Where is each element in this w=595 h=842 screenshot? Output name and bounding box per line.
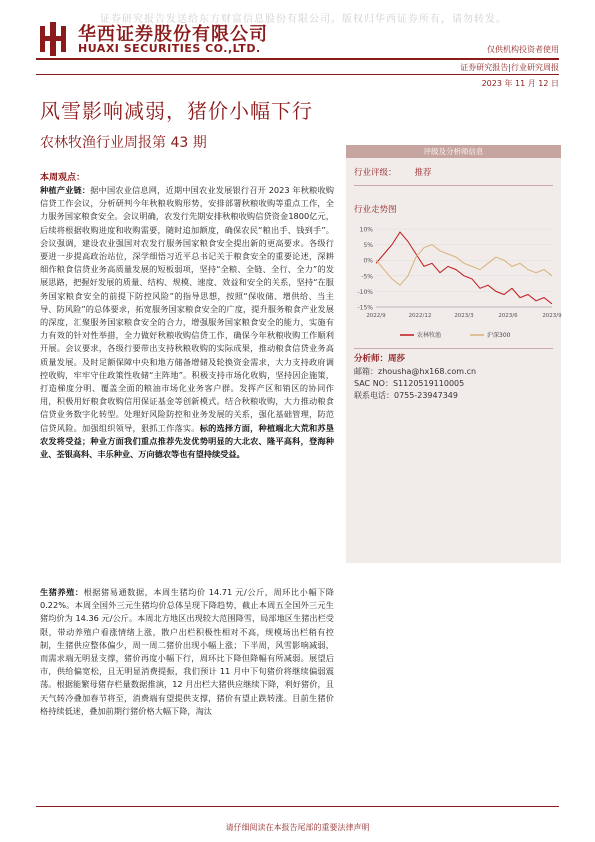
company-name-en: HUAXI SECURITIES CO.,LTD.: [78, 42, 261, 55]
paragraph-planting: [40, 184, 334, 461]
company-name-cn: 华西证券股份有限公司: [78, 24, 268, 45]
y-tick-label: -10%: [357, 288, 373, 296]
y-tick-label: -15%: [357, 304, 373, 312]
planting-picks: 标的选择方面，种植端北大荒和苏垦农发将受益；种业方面我们重点推荐先发优势明显的大北农、隆平高科，登海种业、荃银高科、丰乐种业、万向德农等也有望持续受益。: [40, 422, 334, 460]
analyst-email[interactable]: 邮箱：zhousha@hx168.com.cn: [354, 367, 477, 376]
analyst-phone: 联系电话：0755-23947349: [354, 391, 458, 400]
legal-notice: 请仔细阅读在本报告尾部的重要法律声明: [225, 823, 370, 832]
hog-label: 生猪养殖：: [40, 587, 84, 597]
hog-text: 根据猪易通数据，本周生猪均价 14.71 元/公斤，周环比小幅下降 0.22%。本周全国外三元生猪均价总体呈现下降趋势，截止本周五全国外三元生猪均价为 14.36 元/公斤。本周北方地区出现较大范围降雪，局部地区生猪出栏受限，带动养殖户看涨情绪上涨，散户出栏积极性相对不高，规模场出栏稍有控制，生猪供应整体偏少，周一周二猪价出现小幅上涨；下半周，风雪影响减弱，而需求端无明显支撑，猪价再度小幅下行，周环比下降但降幅有所减弱。展望后市，供给偏宽松，且无明显消费提振，我们预计 11 月中下旬猪价将继续偏弱震荡。根据能繁母猪存栏量数据推演，12 月出栏大猪供应继续下降，利好猪价，且天气转冷叠加春节将至，消费端有望提供支撑，猪价有望止跌转涨。目前生猪价格持续低迷，叠加前期行猪价格大幅下降，淘汰: [40, 587, 334, 716]
analyst-name: 分析师：周莎: [354, 354, 406, 364]
chart-title: 行业走势图: [354, 205, 397, 215]
audience-note: 仅供机构投资者使用: [487, 45, 559, 54]
company-logo-icon: [38, 22, 68, 56]
y-tick-label: 10%: [359, 226, 373, 234]
x-tick-label: 2022/12: [408, 313, 432, 319]
x-tick-label: 2023/3: [454, 313, 474, 319]
sidebar-divider-2: [354, 348, 553, 349]
watermark: 证券研究报告发送给东方财富信息股份有限公司。版权归华西证券所有，请勿转发。: [100, 14, 507, 25]
footer-rule: [36, 806, 559, 807]
header-rule-1: [36, 58, 559, 60]
series-line-2: [376, 245, 552, 286]
y-tick-label: -5%: [361, 273, 373, 281]
planting-label: 种植产业链：: [40, 185, 91, 195]
report-date: 2023 年 11 月 12 日: [481, 79, 559, 88]
report-type: 证券研究报告|行业研究周报: [460, 63, 559, 72]
rating-value: 推荐: [414, 168, 432, 178]
legend-label: 农林牧渔: [417, 332, 442, 339]
industry-rating: [354, 166, 432, 178]
rating-label: 行业评级：: [354, 168, 397, 178]
paragraph-hog: [40, 586, 334, 718]
industry-trend-chart: [350, 225, 562, 347]
report-subtitle: 农林牧渔行业周报第 43 期: [40, 135, 207, 151]
x-tick-label: 2023/9: [542, 313, 562, 319]
analyst-sac: SAC NO：S1120519110005: [354, 379, 465, 388]
y-tick-label: 0%: [363, 257, 373, 265]
legend-label: 沪深300: [487, 332, 511, 339]
x-tick-label: 2023/6: [498, 313, 518, 319]
report-title: 风雪影响减弱，猪价小幅下行: [40, 99, 313, 123]
section-heading: 本周观点：: [40, 173, 86, 183]
x-tick-label: 2022/9: [366, 313, 386, 319]
planting-text: 据中国农业信息网，近期中国农业发展银行召开 2023 年秋粮收购信贷工作会议，分析研判今年秋粮收购形势，安排部署秋粮收购等重点工作，全力服务国家粮食安全。会议明确，农发行先期安排秋粮收购信贷资金1800亿元，后续将根据收购进度和收购需要，随时追加额度，确保农民“粮出手、钱到手”。会议强调，建设农业强国对农发行服务国家粮食安全提出新的更高要求。各级行要进一步提高政治站位，深学细悟习近平总书记关于粮食安全的重要论述，深耕细作粮食信贷业务高质量发展的短板弱项，坚持“全粮、全链、全行、全力”的发展思路，把握好发展的质量、结构、规模、速度、效益和安全的关系，坚持“在服务国家粮食安全的前提下防控风险”的指导思想，按照“保收储、增供给、当主导、防风险”的总体要求，拓宽服务国家粮食安全的广度，提升服务粮食产业发展的深度，汇聚服务国家粮食安全的合力，增强服务国家粮食安全的能力，实施有力有效的针对性举措，全力做好秋粮收购信贷工作，确保今年秋粮收购工作顺利开展。会议要求，各级行要带出支持秋粮收购的实际成果，推动粮食信贷业务高质量发展。及时足额保障中央和地方储备增储及轮换资金需求，大力支持政府调控收购，牢牢守住政策性收储“主阵地”。积极支持市场化收购，坚持因企施策，打造梯度分明、覆盖全面的粮油市场化业务客户群。发挥产区和销区的协同作用，积极用好粮食收购信用保证基金等创新模式。结合秋粮收购，大力推动粮食信贷业务数字化转型。处理好风险防控和业务发展的关系，强化基础管理，防范信贷风险。加强组织领导，狠抓工作落实。: [40, 185, 334, 433]
sidebar-header: 评级及分析师信息: [346, 145, 561, 158]
analyst-sidebar: [346, 145, 561, 563]
y-tick-label: 5%: [363, 242, 373, 250]
header-rule-2: [36, 74, 559, 75]
sidebar-divider: [354, 185, 553, 186]
